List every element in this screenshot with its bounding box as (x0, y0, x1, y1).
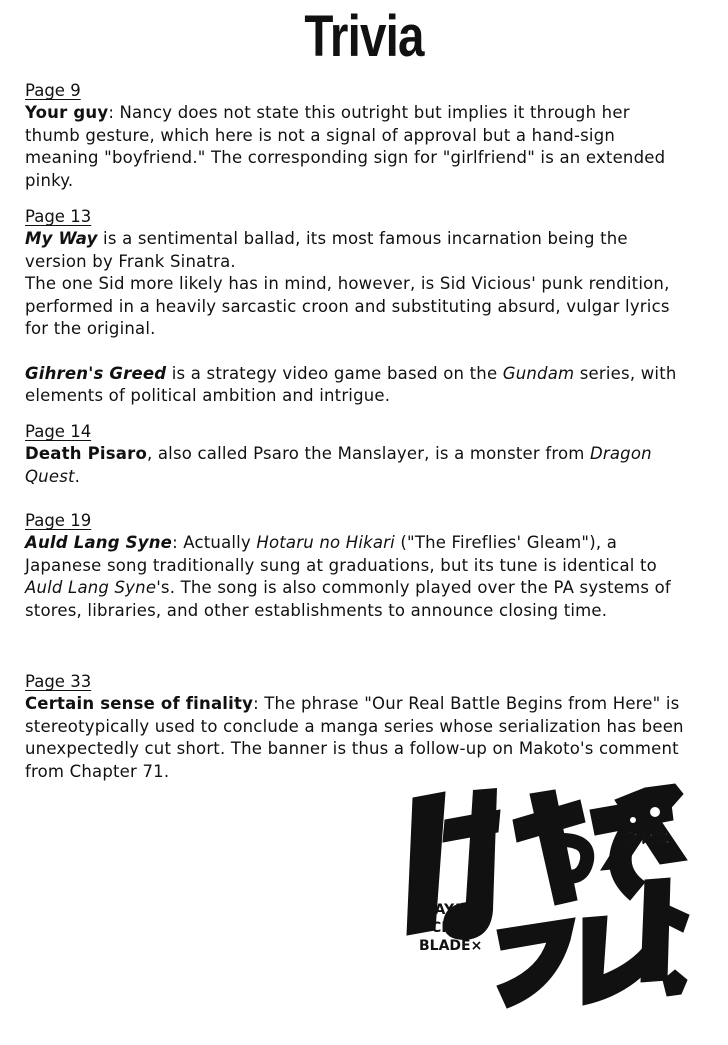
trivia-text: The one Sid more likely has in mind, however, is Sid Vicious' punk rendition, performed in a heavily sarcastic croon and substituting absurd, vulgar lyrics for the original. (25, 274, 670, 338)
trivia-entry (25, 102, 685, 192)
logo-text-line1: ×HAYATE (411, 902, 482, 918)
trivia-term: Your guy (25, 103, 109, 122)
page-title: Trivia (304, 4, 424, 69)
italic-title: Gundam (502, 363, 575, 383)
page-label: Page 9 (25, 81, 81, 100)
page-label: Page 19 (25, 511, 92, 530)
trivia-entry: Gihren's Greed is a strategy video game based on the Gundam series, with elements of political ambition and intrigue. (25, 363, 677, 405)
page-label: Page 14 (25, 422, 92, 441)
trivia-term: My Way (25, 229, 98, 248)
trivia-term: Certain sense of finality (25, 694, 254, 713)
trivia-section-page-33 (25, 671, 685, 783)
trivia-section-page-19 (25, 510, 685, 622)
trivia-term: Death Pisaro (25, 444, 147, 463)
logo-text-line3: BLADE× (419, 938, 483, 954)
trivia-text: is a sentimental ballad, its most famous incarnation being the version by Frank Sinatra. (25, 229, 628, 271)
italic-title: Auld Lang Syne (25, 578, 157, 597)
trivia-text: : Nancy does not state this outright but implies it through her thumb gesture, which here is not a signal of approval but a hand-sign meaning "boyfriend." The corresponding sign for "girlfriend" is an extended pinky. (25, 103, 666, 190)
logo-text-line2: CROSS (431, 920, 484, 936)
logo-kana: クロス (623, 829, 672, 848)
trivia-term: Gihren's Greed (25, 363, 167, 383)
trivia-entry: Certain sense of finality: The phrase "Our Real Battle Begins from Here" is stereotypically used to conclude a manga series whose serialization has been unexpectedly cut short. The banner is thus a follow-up on Makoto's comment from Chapter 71. (25, 694, 684, 781)
trivia-entry (25, 228, 685, 273)
page-label: Page 13 (25, 207, 92, 226)
trivia-entry: Auld Lang Syne: Actually Hotaru no Hikari ("The Fireflies' Gleam"), a Japanese song traditionally sung at graduations, but its tune is identical to Auld Lang Syne's. The song is also commonly played over the PA systems of stores, libraries, and other establishments to announce closing time. (25, 533, 671, 620)
trivia-section-page-9 (25, 80, 685, 192)
hayate-cross-blade-logo (405, 780, 690, 1010)
page-label: Page 33 (25, 672, 92, 691)
trivia-term: Auld Lang Syne (25, 533, 173, 552)
italic-title: Hotaru no Hikari (256, 533, 395, 552)
trivia-section-page-14 (25, 421, 685, 488)
trivia-entry: Death Pisaro, also called Psaro the Manslayer, is a monster from Dragon Quest. (25, 444, 652, 486)
italic-title: Dragon Quest (25, 444, 652, 486)
trivia-section-page-13 (25, 206, 685, 408)
